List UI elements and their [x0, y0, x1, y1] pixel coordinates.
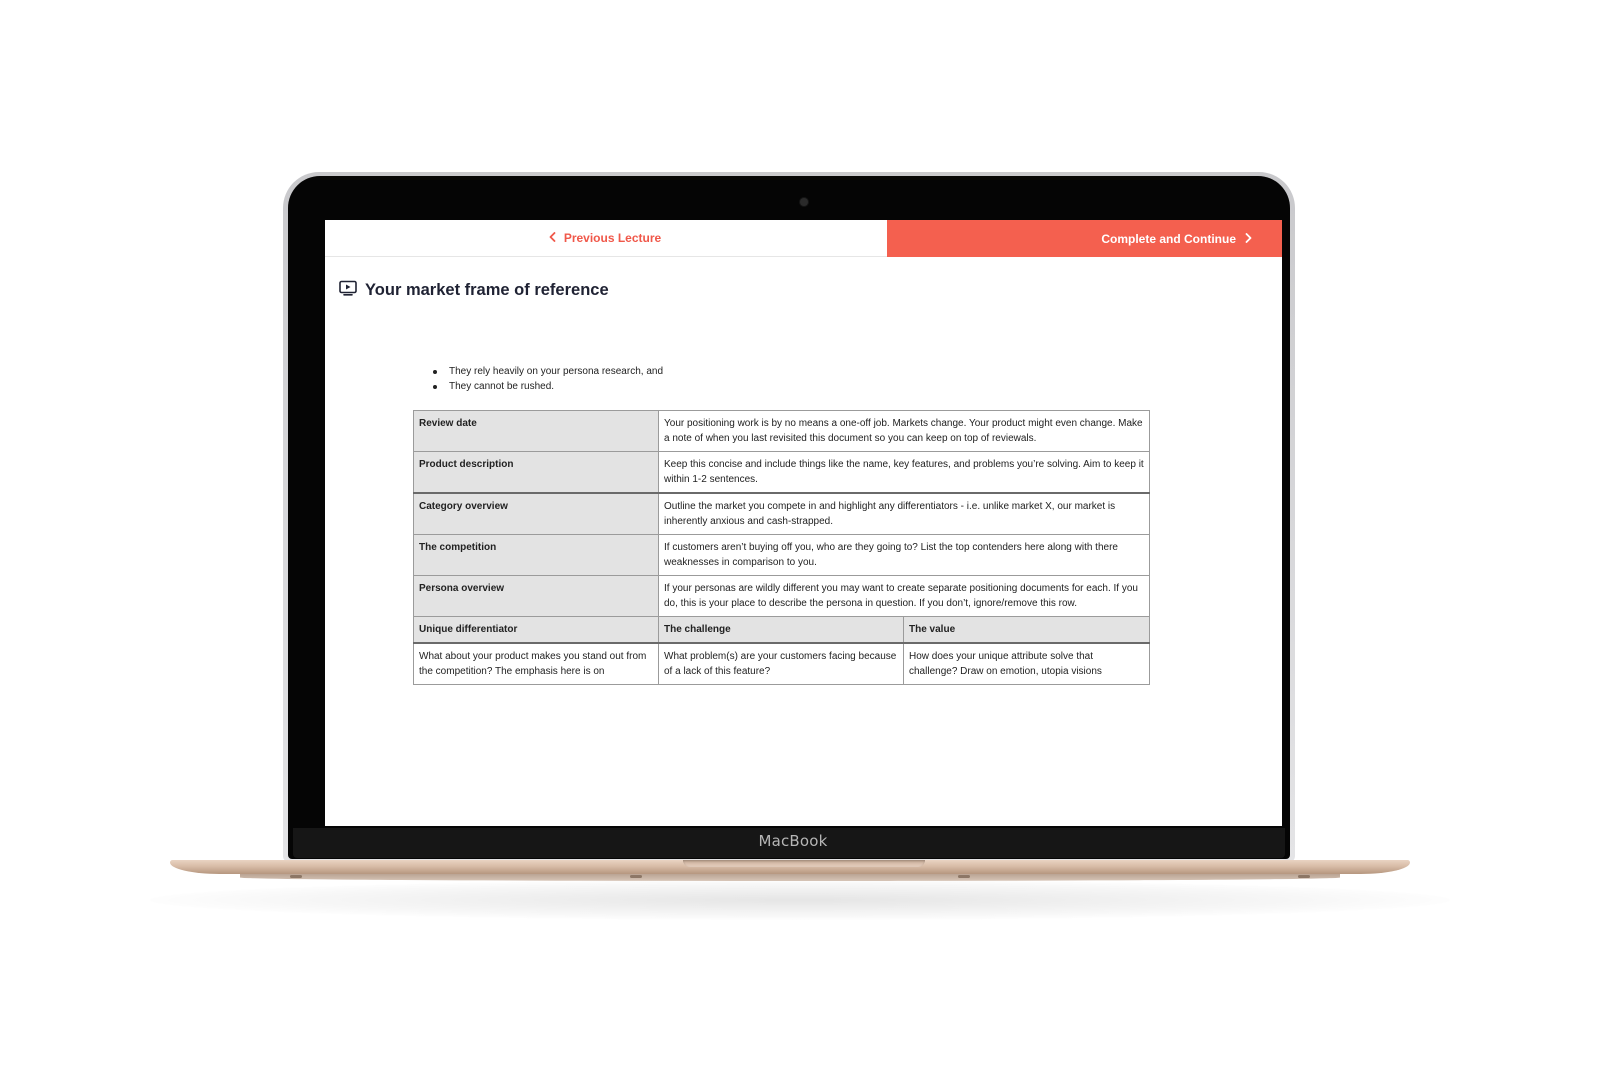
previous-lecture-button[interactable] [325, 220, 885, 256]
column-header: The challenge [659, 617, 904, 644]
cell-text: How does your unique attribute solve that challenge? Draw on emotion, utopia visions [909, 651, 1102, 677]
lecture-nav-bar [325, 220, 1282, 257]
table-cell [414, 643, 659, 685]
table-row [414, 576, 1150, 617]
cell-text: What problem(s) are your customers facing because of a lack of this feature? [664, 651, 897, 677]
laptop-screen [325, 220, 1282, 826]
chevron-right-icon [1245, 232, 1252, 246]
table-row [414, 411, 1150, 452]
positioning-table [413, 410, 1150, 685]
lecture-title: Your market frame of reference [365, 281, 609, 299]
row-label: The competition [414, 535, 659, 576]
column-header: The value [904, 617, 1150, 644]
previous-lecture-label: Previous Lecture [563, 231, 662, 245]
table-row [414, 535, 1150, 576]
list-item: They rely heavily on your persona research, and [433, 364, 1153, 379]
table-cell [904, 643, 1150, 685]
column-header: Unique differentiator [414, 617, 659, 644]
laptop-foot [958, 875, 970, 878]
row-label: Product description [414, 452, 659, 494]
webcam [800, 198, 808, 206]
complete-and-continue-button[interactable] [887, 220, 1282, 257]
table-row [414, 452, 1150, 494]
row-description: Outline the market you compete in and highlight any differentiators - i.e. unlike market X, our market is inherently anxious and cash-strapped. [659, 493, 1150, 535]
table-row [414, 493, 1150, 535]
laptop-foot [630, 875, 642, 878]
row-description: If customers aren’t buying off you, who are they going to? List the top contenders here along with there weaknesses in comparison to you. [659, 535, 1150, 576]
row-label: Review date [414, 411, 659, 452]
row-label: Persona overview [414, 576, 659, 617]
laptop-opening-notch [683, 860, 925, 867]
table-row [414, 643, 1150, 685]
cell-text: What about your product makes you stand out from the competition? The emphasis here is on [419, 651, 647, 677]
laptop-shadow [150, 880, 1450, 920]
laptop-foot [1298, 875, 1310, 878]
laptop-foot [290, 875, 302, 878]
table-cell [659, 643, 904, 685]
complete-and-continue-label: Complete and Continue [1101, 231, 1236, 246]
lecture-heading [339, 280, 609, 301]
lecture-document [413, 364, 1153, 685]
video-lecture-icon [339, 280, 365, 301]
row-label: Category overview [414, 493, 659, 535]
table-header-row [414, 617, 1150, 644]
device-brand-label: MacBook [758, 832, 828, 850]
list-item: They cannot be rushed. [433, 379, 1153, 394]
bullet-list [433, 364, 1153, 394]
laptop-base-lip [240, 874, 1340, 881]
row-description: Keep this concise and include things like the name, key features, and problems you’re solving. Aim to keep it within 1-2 sentences. [659, 452, 1150, 494]
row-description: If your personas are wildly different you may want to create separate positioning documents for each. If you do, this is your place to describe the persona in question. If you don’t, ignore/remove this row. [659, 576, 1150, 617]
chevron-left-icon [549, 231, 556, 245]
row-description: Your positioning work is by no means a one-off job. Markets change. Your product might even change. Make a note of when you last revisited this document so you can keep on top of reviewals. [659, 411, 1150, 452]
